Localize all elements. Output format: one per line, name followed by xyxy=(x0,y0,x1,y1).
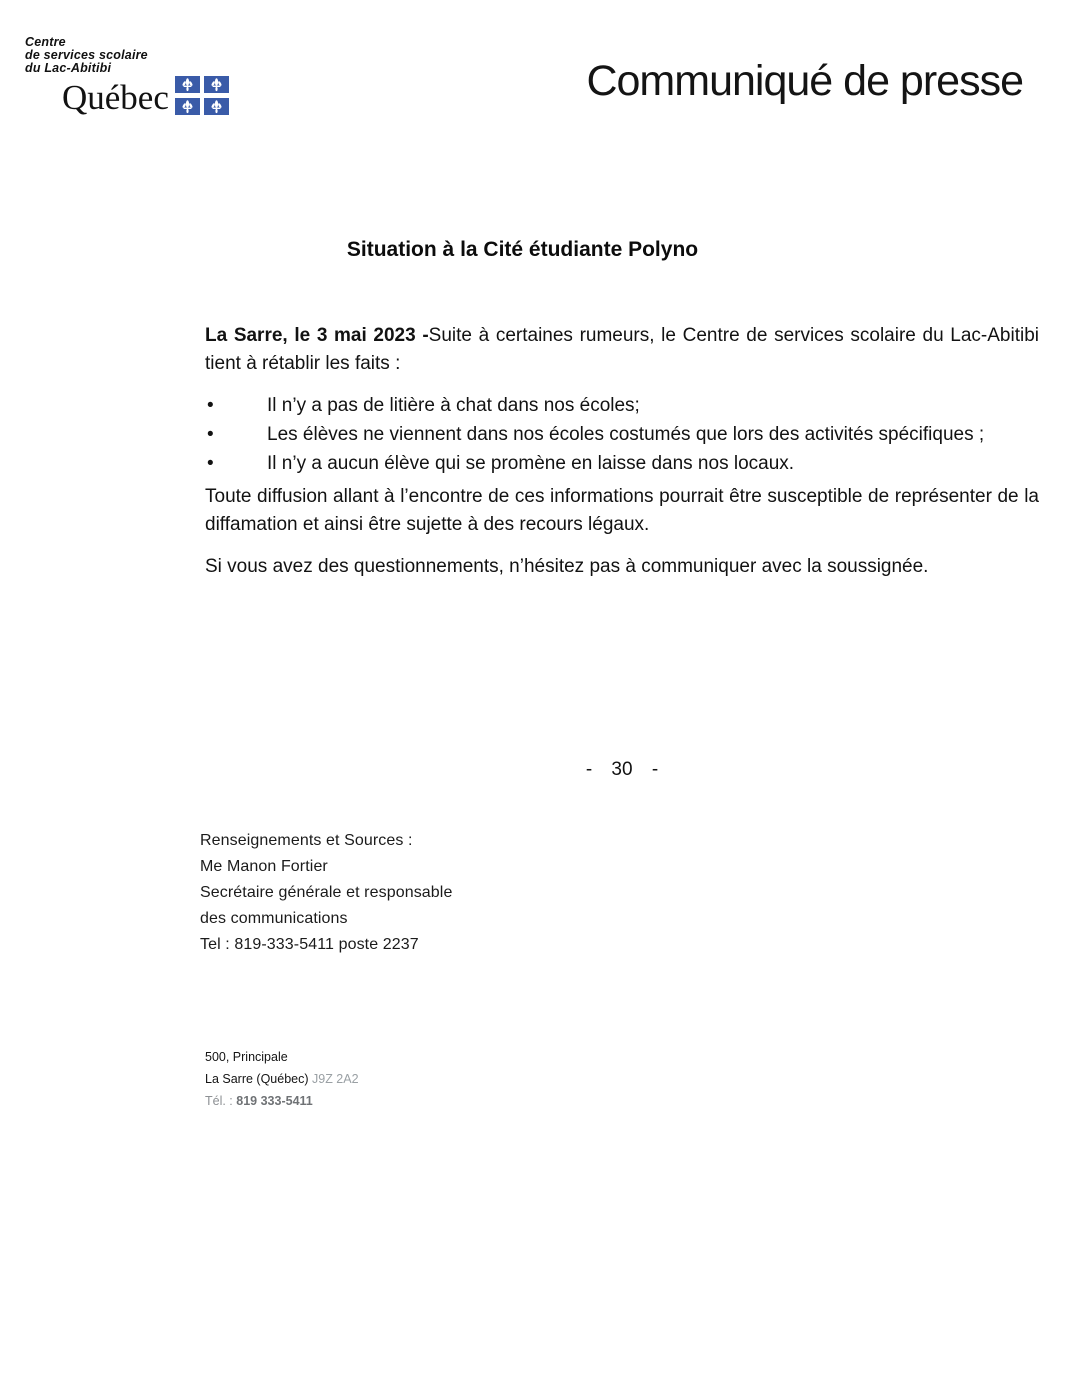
org-name-line: Centre xyxy=(25,35,66,49)
org-name-line: du Lac-Abitibi xyxy=(25,61,112,75)
list-item xyxy=(205,449,1039,478)
contact-title-line: Secrétaire générale et responsable xyxy=(200,884,453,901)
flag-tile xyxy=(204,98,229,115)
warning-paragraph: Toute diffusion allant à l’encontre de ces informations pourrait être susceptible de représenter de la diffamation et ainsi être sujette à des recours légaux. xyxy=(205,486,1039,535)
list-item xyxy=(205,391,1039,420)
flag-tile xyxy=(204,76,229,93)
footer-phone-line xyxy=(205,1090,359,1112)
bullet-icon: • xyxy=(207,424,214,445)
list-item xyxy=(205,420,1039,449)
address-postal-code: J9Z 2A2 xyxy=(312,1072,359,1086)
dateline: La Sarre, le 3 mai 2023 - xyxy=(205,325,429,346)
contact-phone: Tel : 819-333-5411 poste 2237 xyxy=(200,936,419,953)
address-city: La Sarre (Québec) xyxy=(205,1072,312,1086)
address-city-line xyxy=(205,1068,359,1090)
org-logo xyxy=(25,36,229,116)
list-item-text: Il n’y a aucun élève qui se promène en laisse dans nos locaux. xyxy=(267,453,795,474)
bullet-icon: • xyxy=(207,453,214,474)
document-title: Communiqué de presse xyxy=(586,57,1023,105)
list-item-text: Il n’y a pas de litière à chat dans nos écoles; xyxy=(267,395,640,416)
contact-heading: Renseignements et Sources : xyxy=(200,832,413,849)
intro-paragraph xyxy=(205,322,1039,378)
footer-address xyxy=(205,1046,359,1112)
press-release-heading: Situation à la Cité étudiante Polyno xyxy=(346,238,699,261)
quebec-flag-icon xyxy=(175,76,229,115)
quebec-wordmark: Québec xyxy=(62,78,169,117)
closing-paragraph: Si vous avez des questionnements, n’hésitez pas à communiquer avec la soussignée. xyxy=(205,556,929,577)
intro-text: Suite à certaines rumeurs, le Centre de services scolaire du Lac-Abitibi tient à rétablir les faits : xyxy=(205,325,1039,374)
phone-label: Tél. : xyxy=(205,1094,237,1108)
contact-title-line: des communications xyxy=(200,910,348,927)
address-street: 500, Principale xyxy=(205,1050,288,1064)
flag-tile xyxy=(175,98,200,115)
bullet-icon: • xyxy=(207,395,214,416)
quebec-wordmark-row xyxy=(62,76,229,116)
end-of-release-mark: - 30 - xyxy=(585,759,659,780)
flag-tile xyxy=(175,76,200,93)
contact-name: Me Manon Fortier xyxy=(200,858,328,875)
org-name-line: de services scolaire xyxy=(25,48,148,62)
phone-number: 819 333-5411 xyxy=(236,1094,313,1108)
facts-bullet-list xyxy=(205,391,1039,478)
contact-block xyxy=(200,828,452,958)
list-item-text: Les élèves ne viennent dans nos écoles costumés que lors des activités spécifiques ; xyxy=(267,424,985,445)
